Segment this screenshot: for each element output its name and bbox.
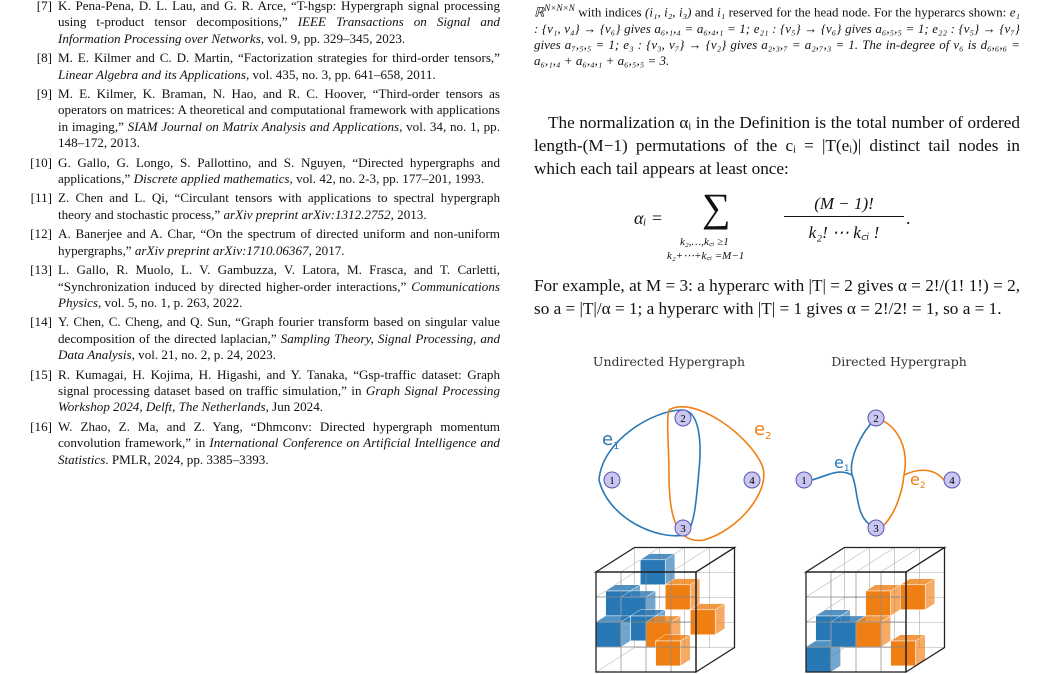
reference-number: [13] xyxy=(30,262,52,278)
example-paragraph: For example, at M = 3: a hyperarc with |T| = 2 gives α = 2!/(1! 1!) = 2, so a = |T|/α = 1; a hyperarc with |T| = 1 gives α = 2!/2! = 1, so a = 1. xyxy=(534,276,1020,318)
hyperarc-line: e₁ : {v₁, v₄} → {v₆} gives a₆,₁,₄ = a₆,₄,₁ = 1; xyxy=(534,4,1020,36)
hyperarc-line: d₆,₆,₆ = a₆,₁,₄ + a₆,₄,₁ + a₆,₅,₅ = 3. xyxy=(534,36,1021,69)
directed-node-1 xyxy=(796,472,812,488)
directed-node-4 xyxy=(944,472,960,488)
normalization-equation: αᵢ = ∑ k₂,…,k꜀ᵢ ≥1 k₂+⋯+k꜀ᵢ =M−1 (M − 1)! k₂! ⋯ k꜀ᵢ ! . xyxy=(634,185,911,262)
svg-text:2: 2 xyxy=(680,413,686,425)
svg-text:4: 4 xyxy=(949,475,955,487)
undirected-hypergraph xyxy=(599,407,771,541)
node-1 xyxy=(604,472,620,488)
reference-item: [7] K. Pena-Pena, D. L. Lau, and G. R. Arce, “T-hgsp: Hypergraph signal processing using t-product tensor decompositions,” IEEE Transactions on Signal and Information Processing over Networks, vol. 9, pp. 329–345, 2023. xyxy=(22,0,500,47)
node-4 xyxy=(744,472,760,488)
node-2 xyxy=(675,410,691,426)
svg-text:4: 4 xyxy=(749,475,755,487)
hyperarc-line: e₂₁ : {v₅} → {v₆} gives a₆,₅,₅ = 1; e₂₂ : {v₅} → {v₇} gives a₇,₅,₅ = 1; xyxy=(534,20,1021,52)
svg-text:1: 1 xyxy=(609,475,615,487)
reference-number: [15] xyxy=(30,366,52,382)
reference-item: [8] M. E. Kilmer and C. D. Martin, “Factorization strategies for third-order tensors,” Linear Algebra and its Applications, vol. 435, no. 3, pp. 641–658, 2011. xyxy=(22,50,500,83)
svg-text:3: 3 xyxy=(873,523,879,535)
reference-item: [15] R. Kumagai, H. Kojima, H. Higashi, and Y. Tanaka, “Gsp-traffic dataset: Graph signal processing dataset based on traffic simulation,” in Graph Signal Processing Workshop 2024, Delft, The Netherlands, Jun 2024. xyxy=(22,367,500,416)
reference-item: [16] W. Zhao, Z. Ma, and Z. Yang, “Dhmconv: Directed hypergraph momentum convolution framework,” in International Conference on Artificial Intelligence and Statistics. PMLR, 2024, pp. 3385–3393. xyxy=(22,419,500,468)
hyperarc-e2 xyxy=(876,418,905,525)
reference-number: [11] xyxy=(30,190,52,206)
title-directed: Directed Hypergraph xyxy=(831,354,967,369)
hyperarc-line: e₃ : {v₃, v₇} → {v₂} gives a₂,₃,₇ = a₂,₇,₃ = 1. The in-degree of v₆ is xyxy=(623,36,977,52)
reference-number: [14] xyxy=(30,314,52,330)
hypergraph-figure xyxy=(574,350,1014,674)
directed-hypergraph xyxy=(796,410,960,536)
normalization-paragraph: The normalization αᵢ in the Definition is the total number of ordered length-(M−1) permutations of the cᵢ = |T(eᵢ)| distinct tail nodes in which each tail appears at least once: xyxy=(534,113,1020,178)
reference-item: [10] G. Gallo, G. Longo, S. Pallottino, and S. Nguyen, “Directed hypergraphs and applications,” Discrete applied mathematics, vol. 42, no. 2-3, pp. 177–201, 1993. xyxy=(22,155,500,188)
reference-item: [12] A. Banerjee and A. Char, “On the spectrum of directed uniform and non-uniform hypergraphs,” arXiv preprint arXiv:1710.06367, 2017. xyxy=(22,226,500,259)
directed-node-3 xyxy=(868,520,884,536)
reference-item: [13] L. Gallo, R. Muolo, L. V. Gambuzza, V. Latora, M. Frasca, and T. Carletti, “Synchronization induced by directed higher-order interactions,” Communications Physics, vol. 5, no. 1, p. 263, 2022. xyxy=(22,262,500,311)
reference-number: [16] xyxy=(30,418,52,434)
directed-tensor-cube xyxy=(806,548,945,673)
reference-item: [11] Z. Chen and L. Qi, “Circulant tensors with applications to spectral hypergraph theory and stochastic process,” arXiv preprint arXiv:1312.2752, 2013. xyxy=(22,190,500,223)
reference-item: [14] Y. Chen, C. Cheng, and Q. Sun, “Graph fourier transform based on singular value decomposition of the directed laplacian,” Sampling Theory, Signal Processing, and Data Analysis, vol. 21, no. 2, p. 24, 2023. xyxy=(22,314,500,363)
reference-number: [12] xyxy=(30,226,52,242)
label-directed-e1: e1 xyxy=(834,453,850,474)
svg-text:2: 2 xyxy=(873,413,879,425)
undirected-tensor-cube xyxy=(596,548,735,673)
svg-text:3: 3 xyxy=(680,523,686,535)
reference-number: [9] xyxy=(36,86,52,102)
label-e2: $e_2$ xyxy=(754,419,772,442)
node-3 xyxy=(675,520,691,536)
label-e1: $e_1$ xyxy=(602,429,620,452)
directed-node-2 xyxy=(868,410,884,426)
reference-item: [9] M. E. Kilmer, K. Braman, N. Hao, and R. C. Hoover, “Third-order tensors as operators on matrices: A theoretical and computational framework with applications in imaging,” SIAM Journal on Matrix Analysis and Applications, vol. 34, no. 1, pp. 148–172, 2013. xyxy=(22,86,500,152)
label-directed-e2: e2 xyxy=(910,470,926,491)
tensor-description: ℝ$^{N\times N\times N}$ with indices (i₁, i₂, i₃) and i₁ reserved for the head node. For the hyperarcs shown: e₁ : {v₁, v₄} → {v₆} gives a₆,₁,₄ = a₆,₄,₁ = 1; e₂₁ : {v₅} → {v₆} gives a₆,₅,₅ = 1; e₂₂ : {v₅} → {v₇} gives a₇,₅,₅ = 1; e₃ : {v₃, v₇} → {v₂} gives a₂,₃,₇ = a₂,₇,₃ = 1. The in-degree of v₆ is d₆,₆,₆ = a₆,₁,₄ + a₆,₄,₁ + a₆,₅,₅ = 3. xyxy=(534,3,1021,69)
references-column xyxy=(22,0,500,471)
hyperarc-e1 xyxy=(812,472,876,528)
reference-number: [7] xyxy=(36,0,52,13)
title-undirected: Undirected Hypergraph xyxy=(592,354,746,369)
svg-text:1: 1 xyxy=(801,475,807,487)
reference-number: [10] xyxy=(30,154,52,170)
reference-number: [8] xyxy=(36,50,52,66)
